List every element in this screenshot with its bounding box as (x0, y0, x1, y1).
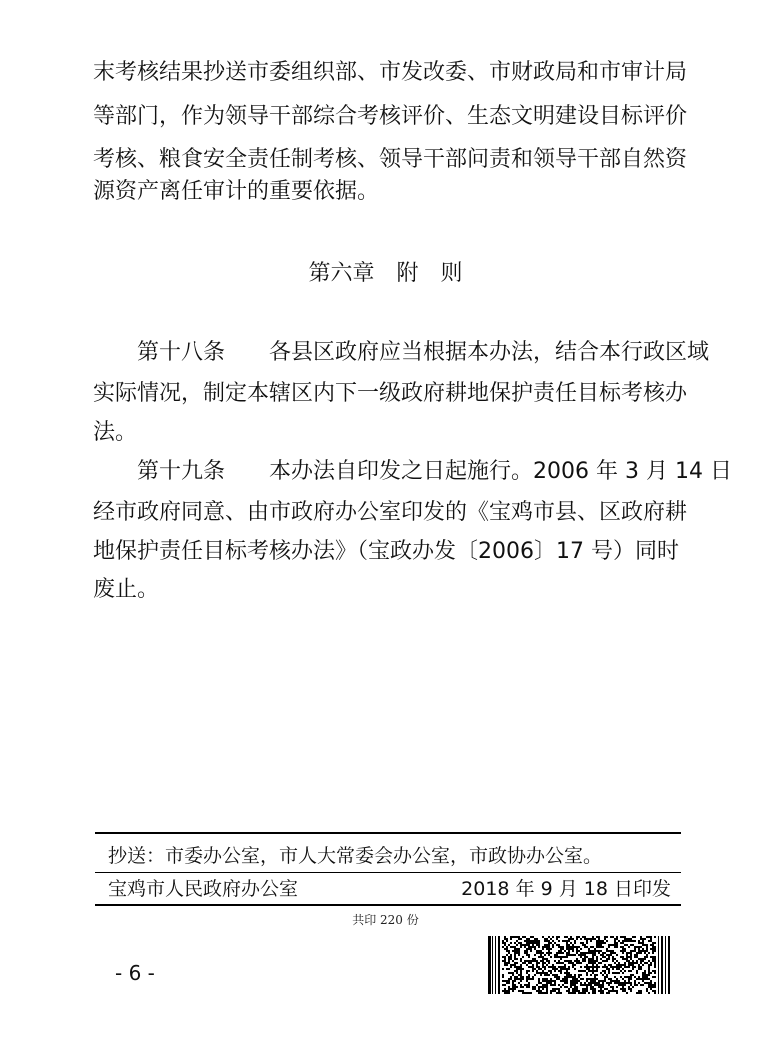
article-18-line: 法。 (93, 420, 138, 445)
footer-rule-top (95, 832, 681, 834)
article-19-line: 第十九条 本办法自印发之日起施行。2006 年 3 月 14 日 (93, 459, 732, 484)
cc-line: 抄送：市委办公室，市人大常委会办公室，市政协办公室。 (108, 845, 603, 867)
barcode-image (488, 936, 670, 994)
footer-rule-bottom (95, 904, 681, 906)
article-19-line: 经市政府同意、由市政府办公室印发的《宝鸡市县、区政府耕 (93, 500, 688, 525)
body-text-line: 末考核结果抄送市委组织部、市发改委、市财政局和市审计局 (93, 60, 688, 85)
issuer: 宝鸡市人民政府办公室 (108, 878, 299, 900)
page-number: - 6 - (115, 961, 155, 985)
article-19-line: 地保护责任目标考核办法》（宝政办发〔2006〕17 号）同时 (93, 539, 679, 564)
body-text-line: 源资产离任审计的重要依据。 (93, 179, 380, 204)
article-19-line: 废止。 (93, 577, 160, 602)
body-text-line: 考核、粮食安全责任制考核、领导干部问责和领导干部自然资 (93, 147, 688, 172)
chapter-heading: 第六章 附 则 (308, 261, 463, 286)
body-text-line: 等部门，作为领导干部综合考核评价、生态文明建设目标评价 (93, 104, 688, 129)
article-18-line: 实际情况，制定本辖区内下一级政府耕地保护责任目标考核办 (93, 381, 688, 406)
print-count: 共印 220 份 (352, 913, 419, 927)
article-18-line: 第十八条 各县区政府应当根据本办法，结合本行政区域 (93, 340, 710, 365)
issue-date: 2018 年 9 月 18 日印发 (461, 878, 671, 900)
footer-rule-middle (95, 872, 681, 873)
